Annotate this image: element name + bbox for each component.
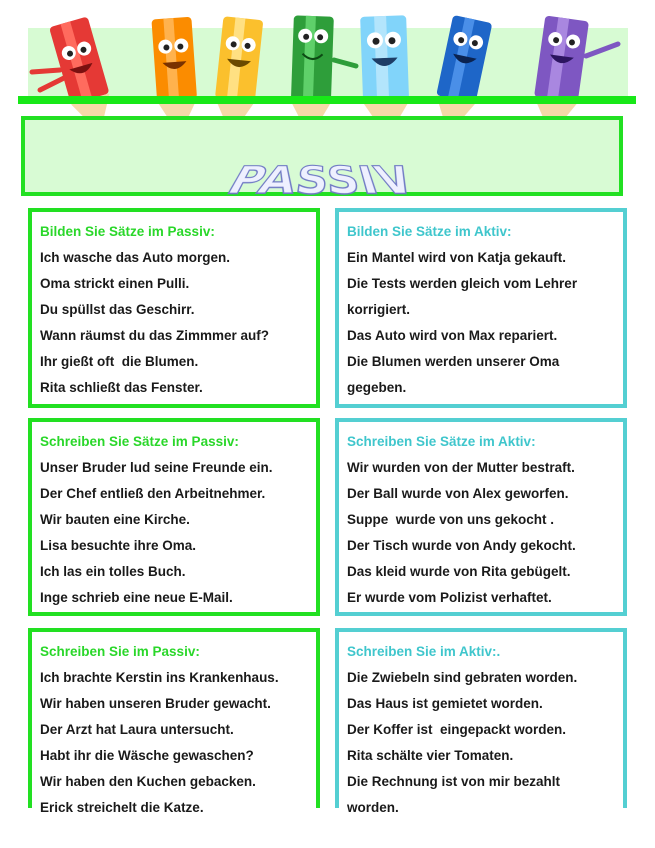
exercise-line: korrigiert. [347,302,411,317]
exercise-line: Die Blumen werden unserer Oma [347,354,560,369]
exercise-line: Die Rechnung ist von mir bezahlt [347,774,561,789]
exercise-line: Inge schrieb eine neue E-Mail. [40,590,233,605]
exercise-title: Schreiben Sie Sätze im Aktiv: [347,434,536,449]
exercise-line: Der Ball wurde von Alex geworfen. [347,486,569,501]
exercise-line: Lisa besuchte ihre Oma. [40,538,197,553]
exercise-line: worden. [347,800,399,815]
exercise-line: Unser Bruder lud seine Freunde ein. [40,460,273,475]
exercise-line: Ich las ein tolles Buch. [40,564,186,579]
exercise-title: Bilden Sie Sätze im Passiv: [40,224,215,239]
header-divider-bar [18,96,636,104]
exercise-line: Rita schälte vier Tomaten. [347,748,514,763]
exercise-line: Wir haben den Kuchen gebacken. [40,774,256,789]
exercise-line: Die Tests werden gleich vom Lehrer [347,276,578,291]
exercise-line: Ich brachte Kerstin ins Krankenhaus. [40,670,279,685]
exercise-line: Ein Mantel wird von Katja gekauft. [347,250,567,265]
exercise-box-aktiv-2 [335,418,627,616]
exercise-line: Wir wurden von der Mutter bestraft. [347,460,575,475]
exercise-line: Wann räumst du das Zimmmer auf? [40,328,270,343]
exercise-title: Schreiben Sie im Aktiv:. [347,644,501,659]
exercise-line: gegeben. [347,380,407,395]
exercise-box-aktiv-1 [335,208,627,408]
exercise-line: Ihr gießt oft die Blumen. [40,354,199,369]
exercise-line: Oma strickt einen Pulli. [40,276,190,291]
exercise-title: Bilden Sie Sätze im Aktiv: [347,224,512,239]
exercise-line: Der Tisch wurde von Andy gekocht. [347,538,576,553]
exercise-title: Schreiben Sie im Passiv: [40,644,200,659]
exercise-line: Das Auto wird von Max repariert. [347,328,558,343]
exercise-line: Wir bauten eine Kirche. [40,512,190,527]
exercise-line: Habt ihr die Wäsche gewaschen? [40,748,254,763]
exercise-line: Du spüllst das Geschirr. [40,302,195,317]
exercise-line: Das kleid wurde von Rita gebügelt. [347,564,571,579]
title-banner [21,116,623,206]
exercise-line: Wir haben unseren Bruder gewacht. [40,696,271,711]
exercise-line: Der Koffer ist eingepackt worden. [347,722,567,737]
exercise-title: Schreiben Sie Sätze im Passiv: [40,434,239,449]
exercise-line: Der Chef entließ den Arbeitnehmer. [40,486,266,501]
exercise-line: Das Haus ist gemietet worden. [347,696,543,711]
exercise-box-aktiv-3 [335,628,627,815]
exercise-box-passiv-1 [28,208,320,408]
page-title: PASSIV [216,160,428,206]
exercise-box-passiv-2 [28,418,320,616]
exercise-line: Ich wasche das Auto morgen. [40,250,231,265]
exercise-line: Suppe wurde von uns gekocht . [347,512,555,527]
exercise-box-passiv-3 [28,628,320,815]
exercise-line: Der Arzt hat Laura untersucht. [40,722,234,737]
exercise-line: Erick streichelt die Katze. [40,800,204,815]
exercise-line: Die Zwiebeln sind gebraten worden. [347,670,578,685]
exercise-line: Rita schließt das Fenster. [40,380,203,395]
exercise-line: Er wurde vom Polizist verhaftet. [347,590,552,605]
